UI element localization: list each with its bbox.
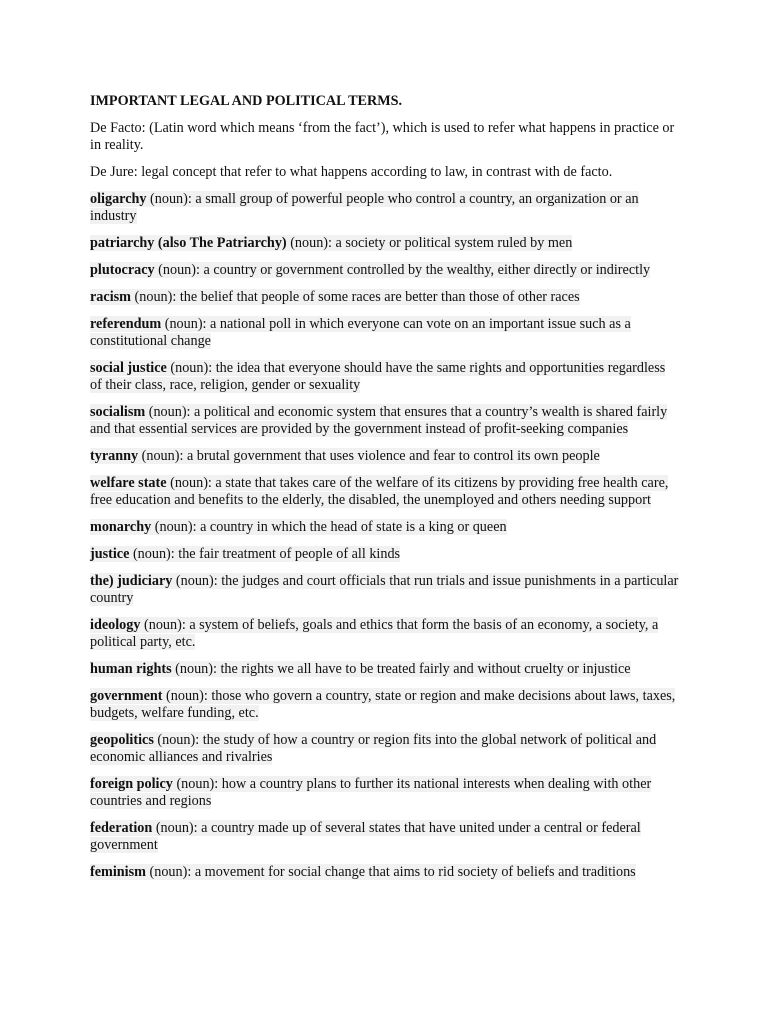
term-patriarchy: [90, 235, 680, 252]
term-definition: (noun): a country in which the head of state is a king or queen: [151, 519, 507, 535]
term-justice: [90, 546, 680, 563]
term-welfare-state: [90, 475, 680, 509]
term-definition: (noun): a small group of powerful people who control a country, an organization or an industry: [90, 191, 639, 224]
intro-de-jure: De Jure: legal concept that refer to what happens according to law, in contrast with de facto.: [90, 164, 613, 180]
term-racism: [90, 289, 680, 306]
term-definition: (noun): the study of how a country or region fits into the global network of political and economic alliances and rivalries: [90, 732, 657, 765]
term-word: plutocracy: [90, 262, 155, 278]
term-definition: (noun): the idea that everyone should have the same rights and opportunities regardless of their class, race, religion, gender or sexuality: [90, 360, 666, 393]
term-word: monarchy: [90, 519, 152, 535]
term-definition: (noun): a movement for social change that aims to rid society of beliefs and traditions: [145, 864, 636, 880]
term-definition: (noun): the rights we all have to be treated fairly and without cruelty or injustice: [171, 661, 631, 677]
term-definition: (noun): the judges and court officials that run trials and issue punishments in a particular country: [90, 573, 679, 606]
term-word: referendum: [90, 316, 162, 332]
term-definition: (noun): a country made up of several states that have united under a central or federal government: [90, 820, 641, 853]
term-word: ideology: [90, 617, 141, 633]
term-definition: (noun): a system of beliefs, goals and ethics that form the basis of an economy, a society, a political party, etc.: [90, 617, 659, 650]
term-definition: (noun): those who govern a country, state or region and make decisions about laws, taxes, budgets, welfare funding, etc.: [90, 688, 676, 721]
term-word: justice: [90, 546, 130, 562]
term-word: welfare state: [90, 475, 167, 491]
term-definition: (noun): the belief that people of some races are better than those of other races: [130, 289, 580, 305]
term-judiciary: [90, 573, 680, 607]
term-word: socialism: [90, 404, 146, 420]
term-word: racism: [90, 289, 131, 305]
term-ideology: [90, 617, 680, 651]
term-geopolitics: [90, 732, 680, 766]
term-foreign-policy: [90, 776, 680, 810]
term-word: the) judiciary: [90, 573, 173, 589]
term-definition: (noun): a country or government controlled by the wealthy, either directly or indirectly: [154, 262, 651, 278]
term-word: foreign policy: [90, 776, 173, 792]
term-definition: (noun): a political and economic system that ensures that a country’s wealth is shared fairly and that essential services are provided by the government instead of profit-seeking companies: [90, 404, 668, 437]
term-definition: (noun): a brutal government that uses violence and fear to control its own people: [138, 448, 600, 464]
term-feminism: [90, 864, 680, 881]
term-word: feminism: [90, 864, 146, 880]
intro-de-facto: De Facto: (Latin word which means ‘from the fact’), which is used to refer what happens in practice or in reality.: [90, 120, 675, 153]
term-socialism: [90, 404, 680, 438]
term-referendum: [90, 316, 680, 350]
term-definition: (noun): a national poll in which everyone can vote on an important issue such as a constitutional change: [90, 316, 631, 349]
term-tyranny: [90, 448, 680, 465]
term-word: human rights: [90, 661, 172, 677]
term-word: federation: [90, 820, 153, 836]
term-monarchy: [90, 519, 680, 536]
term-plutocracy: [90, 262, 680, 279]
term-word: oligarchy: [90, 191, 147, 207]
term-word: tyranny: [90, 448, 139, 464]
document-page: [90, 93, 680, 891]
term-government: [90, 688, 680, 722]
term-federation: [90, 820, 680, 854]
document-title: IMPORTANT LEGAL AND POLITICAL TERMS.: [90, 93, 403, 109]
term-social-justice: [90, 360, 680, 394]
term-word: patriarchy (also The Patriarchy): [90, 235, 287, 251]
term-word: geopolitics: [90, 732, 154, 748]
term-definition: (noun): a state that takes care of the welfare of its citizens by providing free health care, free education and benefits to the elderly, the disabled, the unemployed and others needing support: [90, 475, 669, 508]
term-definition: (noun): the fair treatment of people of all kinds: [129, 546, 401, 562]
term-oligarchy: [90, 191, 680, 225]
term-word: government: [90, 688, 163, 704]
term-definition: (noun): a society or political system ruled by men: [286, 235, 573, 251]
term-word: social justice: [90, 360, 167, 376]
term-human-rights: [90, 661, 680, 678]
term-definition: (noun): how a country plans to further its national interests when dealing with other countries and regions: [90, 776, 652, 809]
